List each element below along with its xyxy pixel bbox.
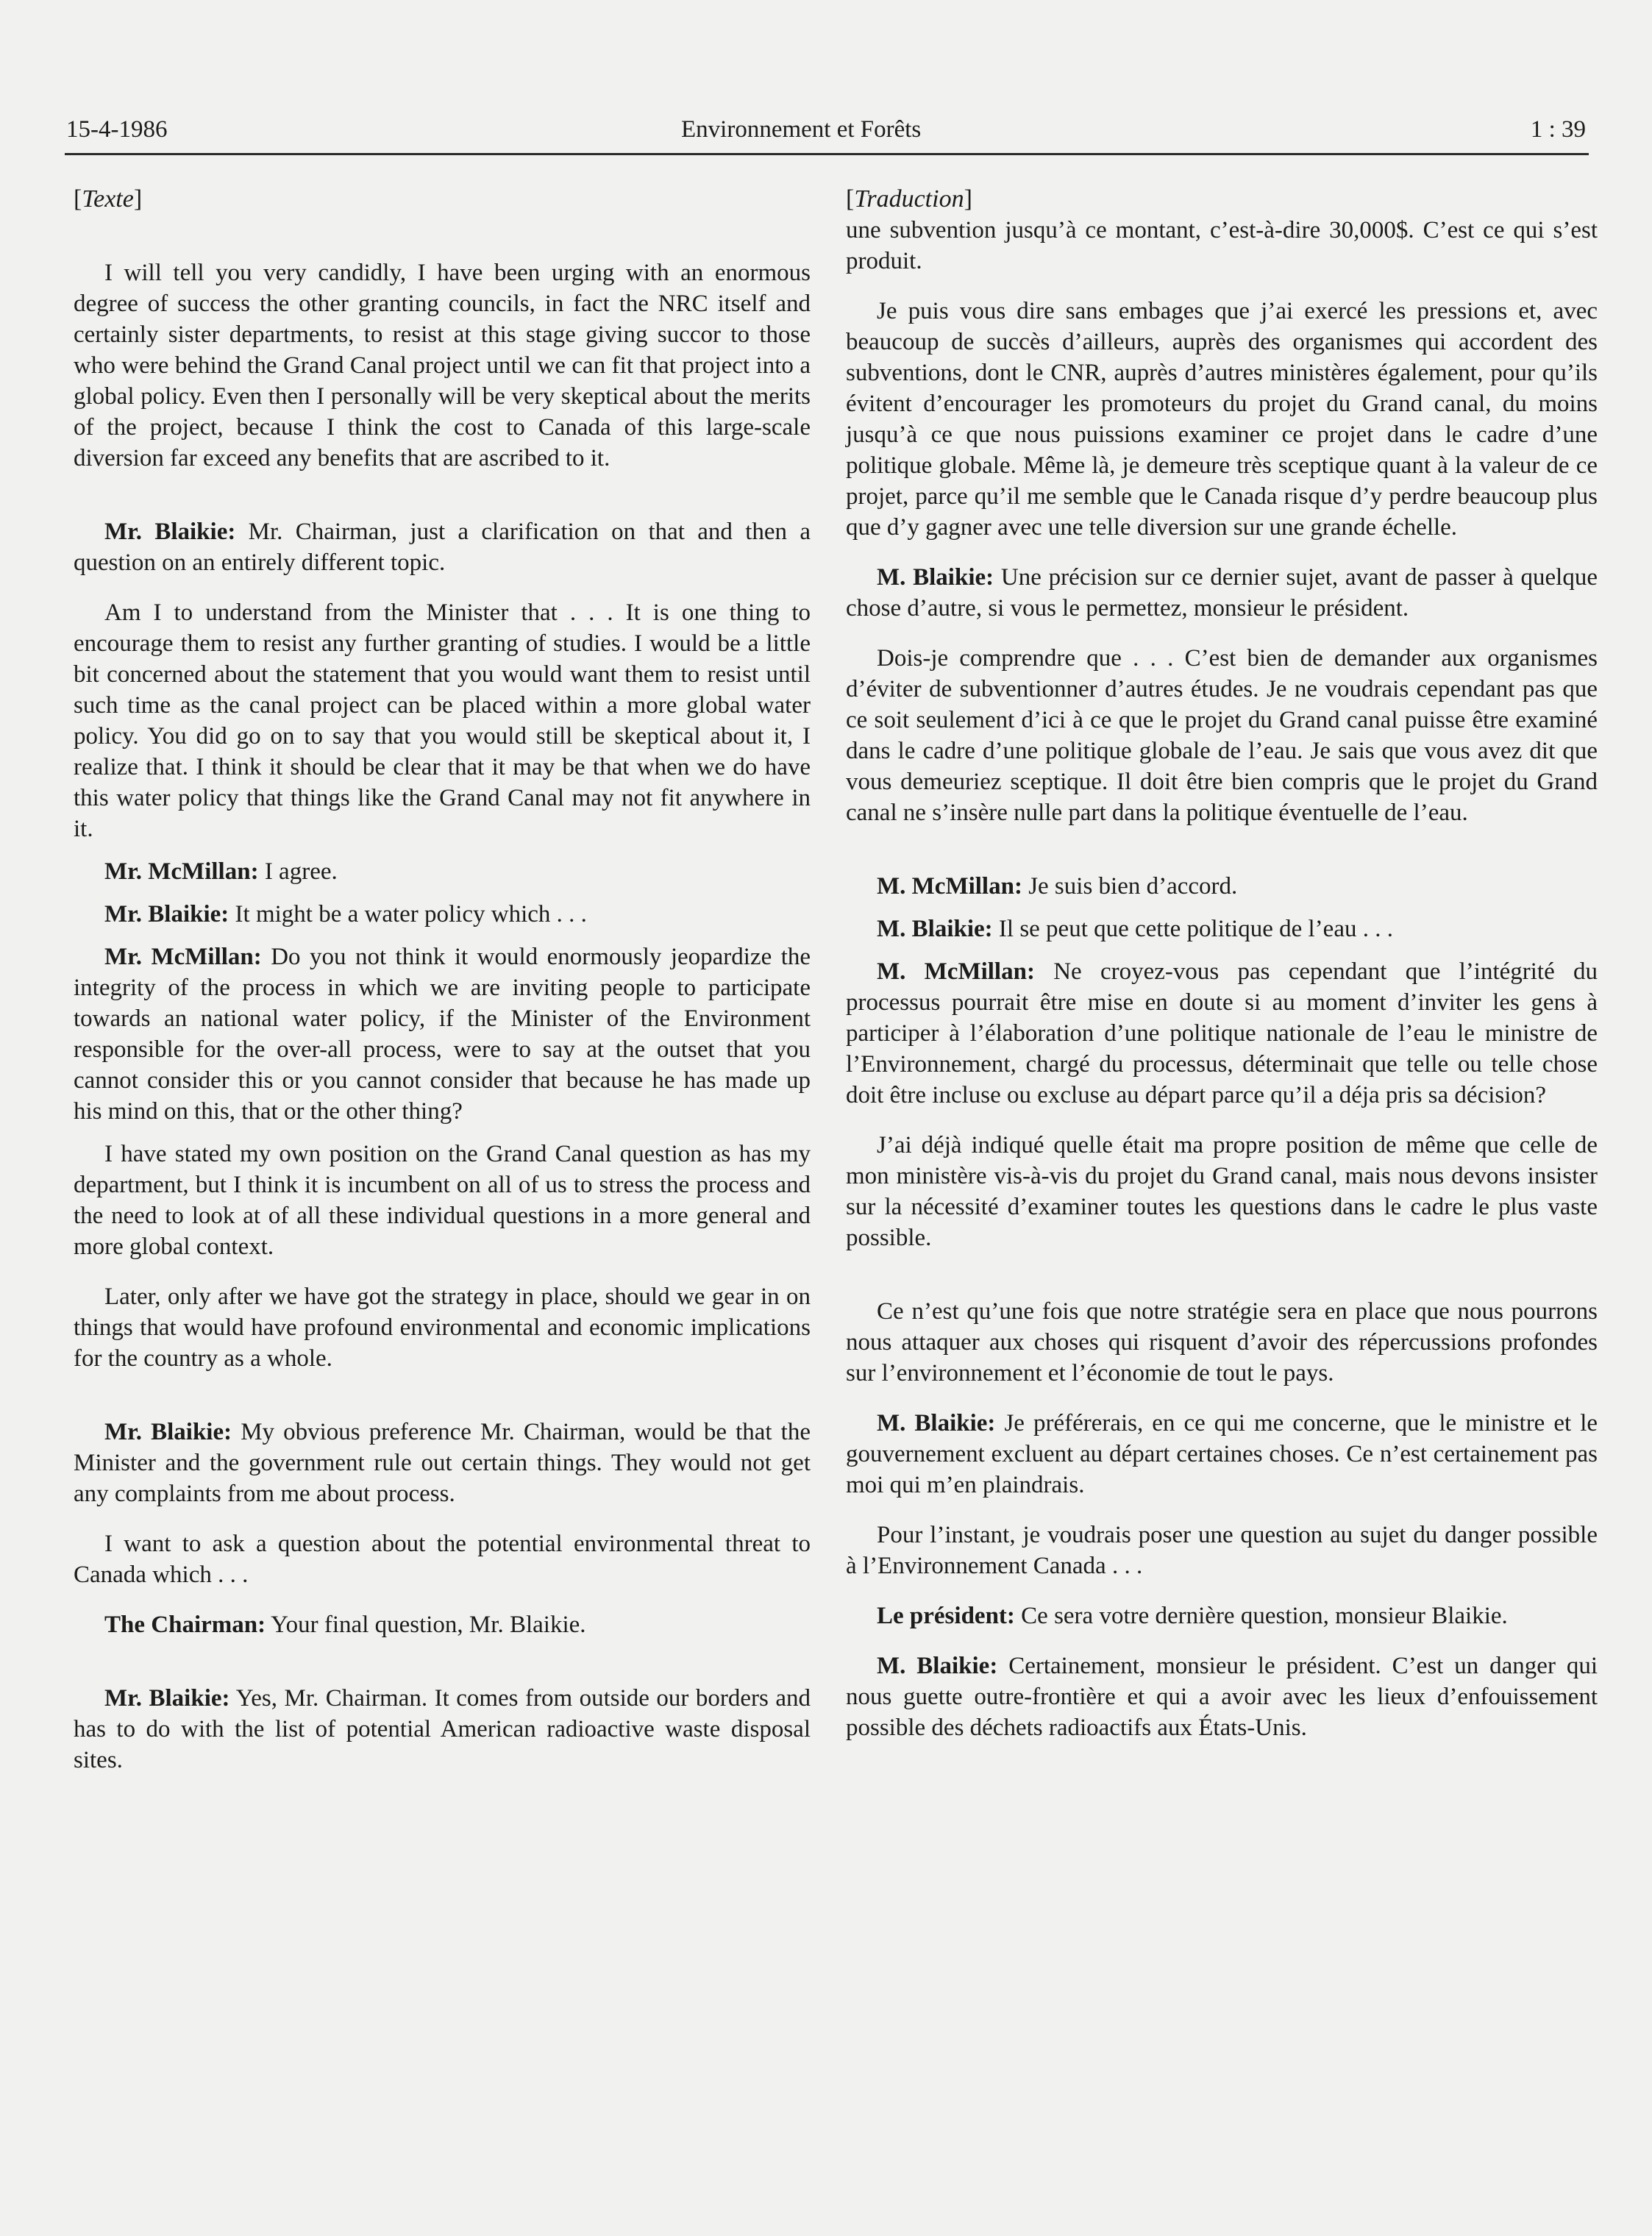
paragraph (846, 956, 1598, 1111)
column-tag-label: Texte (82, 185, 134, 213)
speaker-label: M. Blaikie: (877, 1410, 996, 1436)
column-tag: [Texte] (74, 185, 143, 213)
paragraph (846, 1520, 1598, 1581)
paragraph (74, 1281, 811, 1374)
paragraph-text: Do you not think it would enormously jeopardize the integrity of the process in which we are inviting people to participate towards an national water policy, if the Minister of the Environment responsible for the over-all process, were to say at the outset that you cannot consider this or you cannot consider that because he has made up his mind on this, that or the other thing? (74, 944, 811, 1125)
paragraph-text: Ne croyez-vous pas cependant que l’intégrité du processus pourrait être mise en doute si au moment d’inviter les gens à participer à l’élaboration d’une politique nationale de l’eau le ministre de l’Environnement, chargé du processus, déterminait que telle ou telle chose doit être incluse ou excluse au départ parce qu’il a déja pris sa décision? (846, 958, 1598, 1108)
paragraph-text: I will tell you very candidly, I have been urging with an enormous degree of success the other granting councils, in fact the NRC itself and certainly sister departments, to resist at this stage giving succor to those who were behind the Grand Canal project until we can fit that project into a global policy. Even then I personally will be very skeptical about the merits of the project, because I think the cost to Canada of this large-scale diversion far exceed any benefits that are ascribed to it. (74, 260, 811, 471)
speaker-label: Mr. McMillan: (104, 858, 259, 885)
paragraph-text: Je préférerais, en ce qui me concerne, que le ministre et le gouvernement excluent au départ certaines choses. Ce n’est certainement pas moi qui m’en plaindrais. (846, 1410, 1598, 1498)
speaker-label: Mr. McMillan: (104, 944, 262, 970)
paragraph (74, 1609, 811, 1640)
speaker-label: The Chairman: (104, 1612, 266, 1638)
paragraph-text: J’ai déjà indiqué quelle était ma propre position de même que celle de mon ministère vis-à-vis du projet du Grand canal, mais nous devons insister sur la nécessité d’examiner toutes les questions dans le cadre le plus vaste possible. (846, 1132, 1598, 1251)
paragraph-text: Am I to understand from the Minister that . . . It is one thing to encourage them to resist any further granting of studies. I would be a little bit concerned about the statement that you would want them to resist until such time as the canal project can be placed within a more global water policy. You did go on to say that you would still be skeptical about it, I realize that. I think it should be clear that it may be that when we do have this water policy that things like the Grand Canal may not fit anywhere in it. (74, 599, 811, 842)
paragraph (74, 1528, 811, 1590)
paragraph (74, 1139, 811, 1262)
paragraph-text: Une précision sur ce dernier sujet, avant de passer à quelque chose d’autre, si vous le permettez, monsieur le président. (846, 564, 1598, 622)
header-page-number: 1 : 39 (1530, 116, 1586, 143)
speaker-label: M. McMillan: (877, 958, 1035, 985)
paragraph (74, 941, 811, 1127)
paragraph (846, 1296, 1598, 1389)
speaker-label: Le président: (877, 1603, 1015, 1629)
english-text-column (74, 184, 811, 1787)
paragraph-text: I have stated my own position on the Grand Canal question as has my department, but I think it is incumbent on all of us to stress the process and the need to look at of all these individual questions in a more general and more global context. (74, 1141, 811, 1260)
paragraph-text: Il se peut que cette politique de l’eau . . . (992, 916, 1393, 942)
paragraph (846, 215, 1598, 277)
paragraph-text: My obvious preference Mr. Chairman, would be that the Minister and the government rule out certain things. They would not get any complaints from me about process. (74, 1419, 811, 1507)
speaker-label: M. Blaikie: (877, 1653, 998, 1679)
page-header (65, 110, 1589, 155)
speaker-label: Mr. Blaikie: (104, 519, 236, 545)
speaker-label: M. Blaikie: (877, 564, 994, 591)
paragraph-text: Je suis bien d’accord. (1022, 873, 1238, 900)
paragraph-text: Later, only after we have got the strategy in place, should we gear in on things that would have profound environmental and economic implications for the country as a whole. (74, 1283, 811, 1372)
paragraph-text: I want to ask a question about the potential environmental threat to Canada which . . . (74, 1531, 811, 1588)
paragraph-text: Je puis vous dire sans embages que j’ai exercé les pressions et, avec beaucoup de succès d’ailleurs, auprès des organismes qui accordent des subventions, dont le CNR, auprès d’autres ministères également, pour qu’ils évitent d’encourager les promoteurs du projet du Grand canal, du moins jusqu’à ce que nous puissions examiner ce projet dans le cadre d’une politique globale. Même là, je demeure très sceptique quant à la valeur de ce projet, parce qu’il me semble que le Canada risque d’y perdre beaucoup plus que d’y gagner avec une telle diversion sur une grande échelle. (846, 298, 1598, 541)
french-translation-column (846, 184, 1598, 1755)
speaker-label: Mr. Blaikie: (104, 1685, 230, 1712)
paragraph-text: Ce sera votre dernière question, monsieur Blaikie. (1014, 1603, 1508, 1629)
paragraph (846, 1601, 1598, 1631)
paragraph-text: Pour l’instant, je voudrais poser une question au sujet du danger possible à l’Environnement Canada . . . (846, 1522, 1598, 1579)
header-date: 15-4-1986 (66, 116, 168, 143)
speaker-label: M. McMillan: (877, 873, 1022, 900)
paragraph (846, 1408, 1598, 1500)
paragraph (846, 562, 1598, 624)
paragraph-text: I agree. (258, 858, 338, 885)
paragraph (74, 516, 811, 578)
paragraph-text: Mr. Chairman, just a clarification on that and then a question on an entirely different topic. (74, 519, 811, 576)
paragraph (74, 257, 811, 474)
paragraph-text: Your final question, Mr. Blaikie. (266, 1612, 586, 1638)
paragraph (74, 899, 811, 930)
paragraph (74, 597, 811, 844)
paragraph (846, 1651, 1598, 1743)
speaker-label: Mr. Blaikie: (104, 901, 229, 927)
paragraph-text: Dois-je comprendre que . . . C’est bien de demander aux organismes d’éviter de subventionner d’autres études. Je ne voudrais cependant pas que ce soit seulement d’ici à ce que le projet du Grand canal puisse être examiné dans le cadre d’une politique globale de l’eau. Je sais que vous avez dit que vous demeuriez sceptique. Il doit être bien compris que le projet du Grand canal ne s’insère nulle part dans la politique éventuelle de l’eau. (846, 645, 1598, 826)
paragraph-text: une subvention jusqu’à ce montant, c’est-à-dire 30,000$. C’est ce qui s’est produit. (846, 217, 1598, 274)
paragraph-text: Certainement, monsieur le président. C’est un danger qui nous guette outre-frontière et qui a avoir avec les lieux d’enfouissement possible des déchets radioactifs aux États-Unis. (846, 1653, 1598, 1741)
paragraph (74, 1417, 811, 1509)
paragraph (846, 643, 1598, 828)
paragraph-text: Yes, Mr. Chairman. It comes from outside our borders and has to do with the list of potential American radioactive waste disposal sites. (74, 1685, 811, 1773)
speaker-label: M. Blaikie: (877, 916, 993, 942)
column-tag-label: Traduction (854, 185, 964, 213)
paragraph-text: Ce n’est qu’une fois que notre stratégie sera en place que nous pourrons nous attaquer aux choses qui risquent d’avoir des répercussions profondes sur l’environnement et l’économie de tout le pays. (846, 1298, 1598, 1386)
paragraph (74, 856, 811, 887)
paragraph (846, 296, 1598, 543)
paragraph (846, 871, 1598, 902)
speaker-label: Mr. Blaikie: (104, 1419, 232, 1445)
paragraph-text: It might be a water policy which . . . (229, 901, 587, 927)
header-title: Environnement et Forêts (681, 116, 922, 143)
paragraph (846, 1130, 1598, 1253)
column-tag: [Traduction] (846, 185, 972, 213)
paragraph (74, 1683, 811, 1776)
paragraph (846, 914, 1598, 944)
